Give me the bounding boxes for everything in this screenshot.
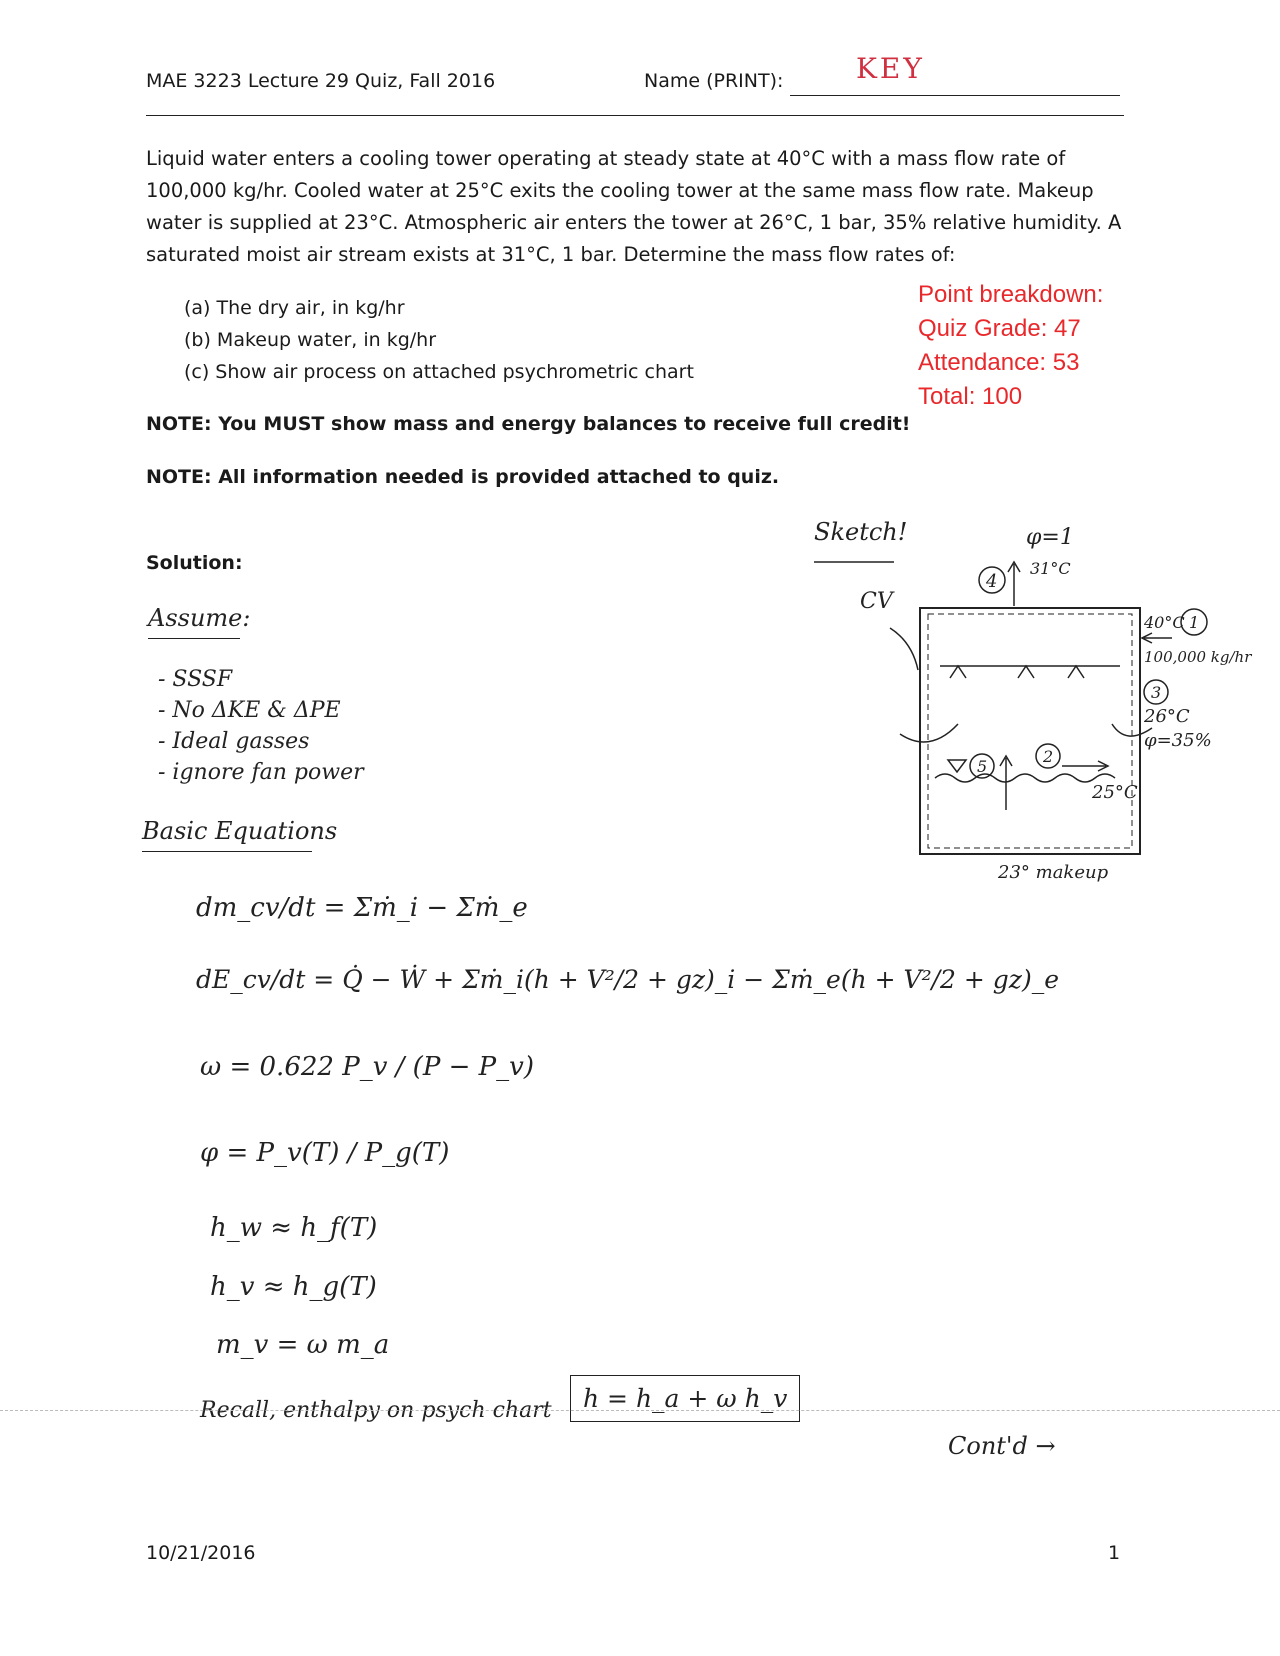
state-5-number: 5 [977,757,988,776]
state-3-phi: φ=35% [1144,730,1212,751]
assumption-sssf: - SSSF [158,667,233,692]
boxed-enthalpy: h = h_a + ω h_v [570,1375,800,1422]
tower-outer [920,608,1140,854]
basic-underline [142,851,312,852]
state-1-number: 1 [1189,613,1200,632]
note-balances: NOTE: You MUST show mass and energy balances to receive full credit! [146,413,911,435]
footer-date: 10/21/2016 [146,1542,256,1564]
problem-statement: Liquid water enters a cooling tower operating at steady state at 40°C with a mass flow rate of 100,000 kg/hr. Cooled water at 25°C exits the cooling tower at the same mass flow rate. Makeup water is supplied at 23°C. Atmospheric air enters the tower at 26°C, 1 bar, 35% relative humidity. A saturated moist air stream exists at 31°C, 1 bar. Determine the mass flow rates of: [146,147,1122,266]
part-c: (c) Show air process on attached psychrometric chart [184,361,694,383]
control-volume [928,614,1132,848]
recall-text: Recall, enthalpy on psych chart [200,1398,552,1423]
assumption-fan: - ignore fan power [158,760,364,785]
assumptions-list [158,664,364,788]
cooling-tower-sketch [800,510,1270,910]
basic-equations-title: Basic Equations [142,817,338,845]
eq-hw: h_w ≈ h_f(T) [210,1213,378,1243]
state-2-temp: 25°C [1092,782,1138,803]
state-4-temp: 31°C [1030,559,1071,578]
continued-note: Cont'd → [948,1432,1056,1460]
points-title: Point breakdown: [918,281,1104,308]
state-1-temp: 40°C [1144,613,1185,632]
state-1-flow: 100,000 kg/hr [1144,648,1252,666]
eq-humidity-ratio: ω = 0.622 P_v / (P − P_v) [200,1052,534,1082]
name-line [790,95,1120,96]
page-number: 1 [1108,1542,1121,1564]
state-3-temp: 26°C [1144,706,1190,727]
name-label: Name (PRINT): [644,70,784,92]
parts-list [184,292,694,388]
cv-label: CV [860,589,893,614]
course-title: MAE 3223 Lecture 29 Quiz, Fall 2016 [146,70,496,92]
assume-underline [148,638,240,639]
solution-label: Solution: [146,552,243,574]
eq-energy-balance: dE_cv/dt = Q̇ − Ẇ + Σṁ_i(h + V²/2 + gz)_i − Σṁ_e(h + V²/2 + gz)_e [196,965,1059,994]
part-b: (b) Makeup water, in kg/hr [184,329,437,351]
note-info: NOTE: All information needed is provided attached to quiz. [146,466,780,488]
assume-title: Assume: [148,604,251,632]
header-divider [146,115,1124,116]
points-quiz: Quiz Grade: 47 [918,315,1081,342]
state-2-number: 2 [1043,747,1054,766]
assumption-ideal-gas: - Ideal gasses [158,729,310,754]
eq-mv: m_v = ω m_a [216,1330,390,1360]
point-breakdown [918,278,1103,414]
page-divider [0,1410,1280,1411]
name-value: KEY [856,52,925,85]
makeup-label: 23° makeup [998,862,1109,883]
state-3-number: 3 [1151,683,1162,702]
points-total: Total: 100 [918,383,1023,410]
part-a: (a) The dry air, in kg/hr [184,297,405,319]
eq-relative-humidity: φ = P_v(T) / P_g(T) [200,1138,450,1168]
points-attendance: Attendance: 53 [918,349,1080,376]
eq-mass-balance: dm_cv/dt = Σṁ_i − Σṁ_e [196,893,528,923]
state-4-phi: φ=1 [1026,525,1074,550]
state-4-number: 4 [986,571,998,592]
eq-hv: h_v ≈ h_g(T) [210,1272,377,1302]
assumption-ke-pe: - No ΔKE & ΔPE [158,698,341,723]
sketch-title: Sketch! [814,518,908,546]
